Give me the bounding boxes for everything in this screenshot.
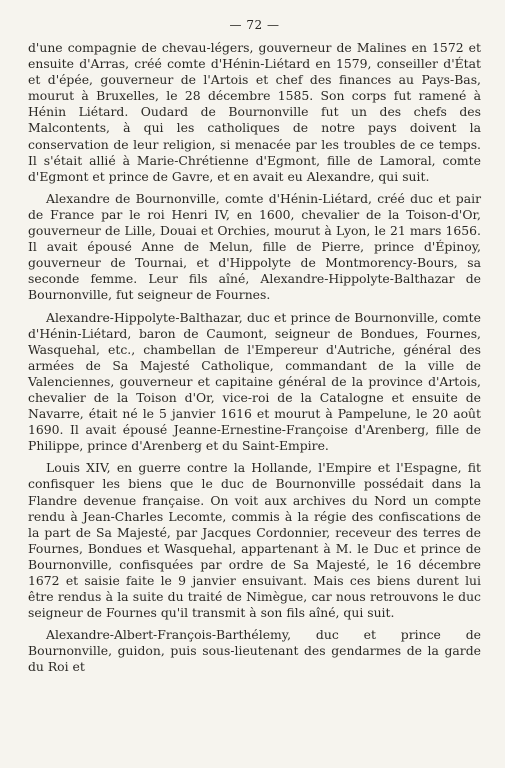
paragraph-alexandre-hippolyte: Alexandre-Hippolyte-Balthazar, duc et prince de Bournonville, comte d'Hénin-Liétard, baron de Caumont, seigneur de Bondues, Fournes, Wasquehal, etc., chambellan de l'Empereur d'Autriche, général des armées de Sa Majesté Catholique, commandant de la ville de Valenciennes, gouverneur et capitaine général de la province d'Artois, chevalier de la Toison d'Or, vice-roi de la Catalogne et ensuite de Navarre, était né le 5 janvier 1616 et mourut à Pampelune, le 20 août 1690. Il avait épousé Jeanne-Ernestine-Françoise d'Arenberg, fille de Philippe, prince d'Arenberg et du Saint-Empire. — [28, 309, 481, 454]
paragraph-oudard: d'une compagnie de chevau-légers, gouverneur de Malines en 1572 et ensuite d'Arras, créé comte d'Hénin-Liétard en 1579, conseiller d'État et d'épée, gouverneur de l'Artois et chef des finances au Pays-Bas, mourut à Bruxelles, le 28 décembre 1585. Son corps fut ramené à Hénin Liétard. Oudard de Bournonville fut un des chefs des Malcontents, à qui les catholiques de notre pays doivent la conservation de leur religion, si menacée par les troubles de ce temps. Il s'était allié à Marie-Chrétienne d'Egmont, fille de Lamoral, comte d'Egmont et prince de Gavre, et en avait eu Alexandre, qui suit. — [28, 40, 481, 184]
paragraph-louis-xiv: Louis XIV, en guerre contre la Hollande, l'Empire et l'Espagne, fit confisquer les biens que le duc de Bournonville possédait dans la Flandre devenue française. On voit aux archives du Nord un compte rendu à Jean-Charles Lecomte, commis à la régie des confiscations de la part de Sa Majesté, par Jacques Cordonnier, receveur des terres de Fournes, Bondues et Wasquehal, appartenant à M. le Duc et prince de Bournonville, confisquées par ordre de Sa Majesté, le 16 décembre 1672 et saisie faite le 9 janvier ensuivant. Mais ces biens durent lui être rendus à la suite du traité de Nimègue, car nous retrouvons le duc seigneur de Fournes qu'il transmit à son fils aîné, qui suit. — [28, 460, 481, 621]
page-number: — 72 — — [229, 18, 280, 32]
paragraph-alexandre: Alexandre de Bournonville, comte d'Hénin-Liétard, créé duc et pair de France par le roi Henri IV, en 1600, chevalier de la Toison-d'Or, gouverneur de Lille, Douai et Orchies, mourut à Lyon, le 21 mars 1656. Il avait épousé Anne de Melun, fille de Pierre, prince d'Épinoy, gouverneur de Tournai, et d'Hippolyte de Montmorency-Bours, sa seconde femme. Leur fils aîné, Alexandre-Hippolyte-Balthazar de Bournonville, fut seigneur de Fournes. — [28, 190, 481, 303]
paragraph-alexandre-albert: Alexandre-Albert-François-Barthélemy, duc et prince de Bournonville, guidon, puis sous-lieutenant des gendarmes de la garde du Roi et — [28, 627, 481, 675]
